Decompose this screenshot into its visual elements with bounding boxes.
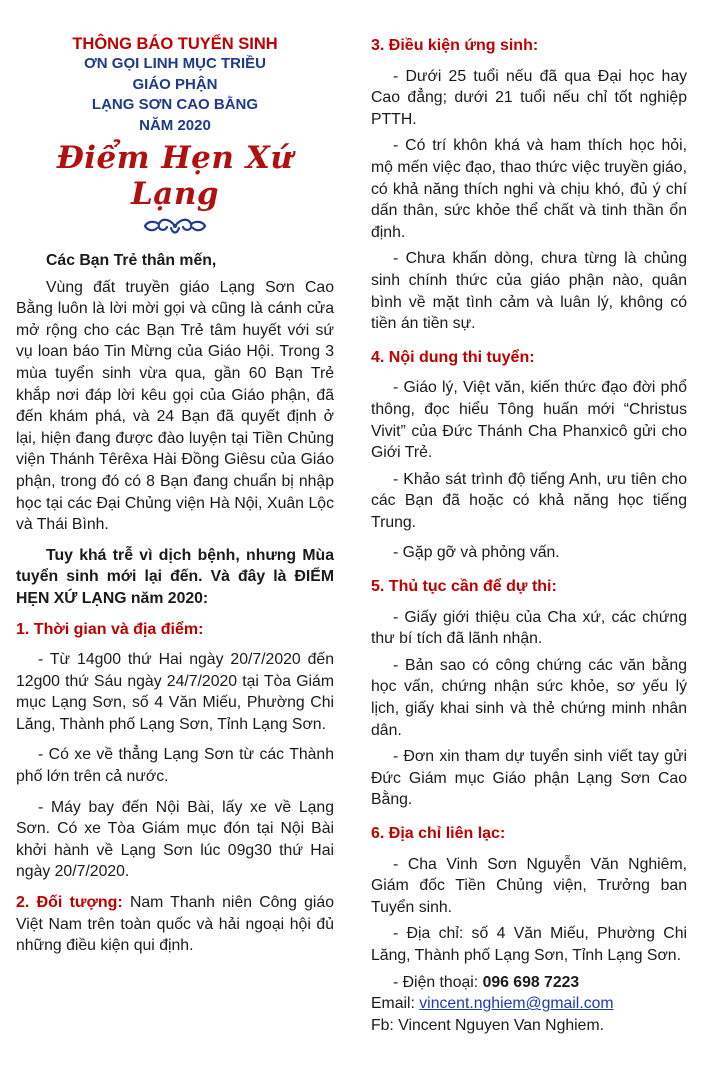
section-4-item: - Gặp gỡ và phỏng vấn. <box>393 544 560 562</box>
section-1-item: - Từ 14g00 thứ Hai ngày 20/7/2020 đến 12g00 thứ Sáu ngày 24/7/2020 tại Tòa Giám mục Lạng Sơn, số 4 Văn Miếu, Phường Chi Lăng, Thành phố Lạng Sơn, Tỉnh Lạng Sơn. <box>16 651 334 733</box>
email-link[interactable]: vincent.nghiem@gmail.com <box>419 995 614 1013</box>
section-5-item: - Giấy giới thiệu của Cha xứ, các chứng thư bí tích đã lãnh nhận. <box>371 608 687 648</box>
email-label: Email: <box>371 995 415 1013</box>
script-title: Điểm Hẹn Xứ Lạng <box>56 140 294 212</box>
section-4-item: - Khảo sát trình độ tiếng Anh, ưu tiên cho các Bạn đã hoặc có khả năng học tiếng Trung. <box>371 470 687 531</box>
section-3-heading: 3. Điều kiện ứng sinh: <box>371 37 539 54</box>
subtitle-line-1: ƠN GỌI LINH MỤC TRIỀU <box>84 55 266 72</box>
intro-paragraph: Vùng đất truyền giáo Lạng Sơn Cao Bằng luôn là lời mời gọi và cũng là cánh cửa mở rộng cho các Bạn Trẻ tâm huyết với sứ vụ loan báo Tin Mừng của Giáo Hội. Trong 3 mùa tuyển sinh vừa qua, gần 60 Bạn Trẻ khắp nơi đáp lời kêu gọi của Giáo phận, đã đến khám phá, và 24 Bạn đã quyết định ở lại, hiện đang được đào luyện tại Tiền Chủng viện Thánh Têrêxa Hài Đồng Giêsu của Giáo phận, trong đó có 8 Bạn đang chuẩn bị nhập học tại các Đại Chủng viện Hà Nội, Xuân Lộc và Thái Bình. <box>16 278 334 534</box>
left-column <box>16 0 334 957</box>
intro-announcement: Tuy khá trễ vì dịch bệnh, nhưng Mùa tuyển sinh mới lại đến. Và đây là ĐIỂM HẸN XỨ LẠNG năm 2020: <box>16 546 334 607</box>
contact-address: - Địa chỉ: số 4 Văn Miếu, Phường Chi Lăng, Thành phố Lạng Sơn, Tỉnh Lạng Sơn. <box>371 925 687 964</box>
section-1-heading: 1. Thời gian và địa điểm: <box>16 620 204 638</box>
section-1-item: - Máy bay đến Nội Bài, lấy xe về Lạng Sơn. Có xe Tòa Giám mục đón tại Nội Bài khởi hành về Lạng Sơn lúc 09g30 thứ Hai ngày 20/7/2020. <box>16 798 334 881</box>
section-5-heading: 5. Thủ tục cần để dự thi: <box>371 578 557 596</box>
section-2 <box>16 892 334 957</box>
section-2-text: Nam Thanh niên Công giáo Việt Nam trên toàn quốc và hải ngoại hội đủ những điều kiện qui định. <box>16 894 334 955</box>
phone-label: - Điện thoại: <box>393 973 479 991</box>
section-1-item: - Có xe về thẳng Lạng Sơn từ các Thành phố lớn trên cả nước. <box>16 746 334 786</box>
section-5-item: - Bản sao có công chứng các văn bằng học vấn, chứng nhận sức khỏe, sơ yếu lý lịch, giấy khai sinh và thẻ chứng minh nhân dân. <box>371 656 687 739</box>
section-5-item: - Đơn xin tham dự tuyển sinh viết tay gửi Đức Giám mục Giáo phận Lạng Sơn Cao Bằng. <box>371 748 687 809</box>
section-6-heading: 6. Địa chỉ liên lạc: <box>371 825 506 842</box>
section-4-heading: 4. Nội dung thi tuyển: <box>371 348 535 366</box>
section-4-item: - Giáo lý, Việt văn, kiến thức đạo đời phổ thông, đọc hiểu Tông huấn mới “Christus Vivit” của Đức Thánh Cha Phanxicô gửi cho Giới Trẻ. <box>371 379 687 462</box>
contact-person: - Cha Vinh Sơn Nguyễn Văn Nghiêm, Giám đốc Tiền Chủng viện, Trưởng ban Tuyển sinh. <box>371 855 687 916</box>
section-2-heading: 2. Đối tượng: <box>16 894 123 912</box>
right-column <box>371 35 687 1036</box>
contact-email-row <box>371 993 687 1015</box>
ornament-flourish-icon <box>16 214 334 238</box>
subtitle-line-4: NĂM 2020 <box>139 116 211 134</box>
page-title: THÔNG BÁO TUYỂN SINH <box>72 35 278 53</box>
header-block <box>16 0 334 238</box>
section-3-item: - Có trí khôn khá và ham thích học hỏi, mộ mến việc đạo, thao thức việc truyền giáo, có khả năng thích nghi và chịu khó, đủ ý chí dấn thân, sức khỏe thể chất và tinh thần ổn định. <box>371 137 687 241</box>
section-3-item: - Dưới 25 tuổi nếu đã qua Đại học hay Cao đẳng; dưới 21 tuổi nếu chỉ tốt nghiệp PTTH. <box>371 67 687 128</box>
contact-phone-row <box>371 972 687 994</box>
subtitle-line-3: LẠNG SƠN CAO BẰNG <box>91 96 259 113</box>
section-3-item: - Chưa khấn dòng, chưa từng là chủng sinh chính thức của giáo phận nào, quân bình về mặt tình cảm và luân lý, không có tiền án tiền sự. <box>371 250 687 333</box>
contact-facebook: Fb: Vincent Nguyen Van Nghiem. <box>371 1016 604 1034</box>
phone-number[interactable]: 096 698 7223 <box>482 973 580 991</box>
subtitle-line-2: GIÁO PHẬN <box>132 75 218 93</box>
greeting: Các Bạn Trẻ thân mến, <box>46 252 217 269</box>
